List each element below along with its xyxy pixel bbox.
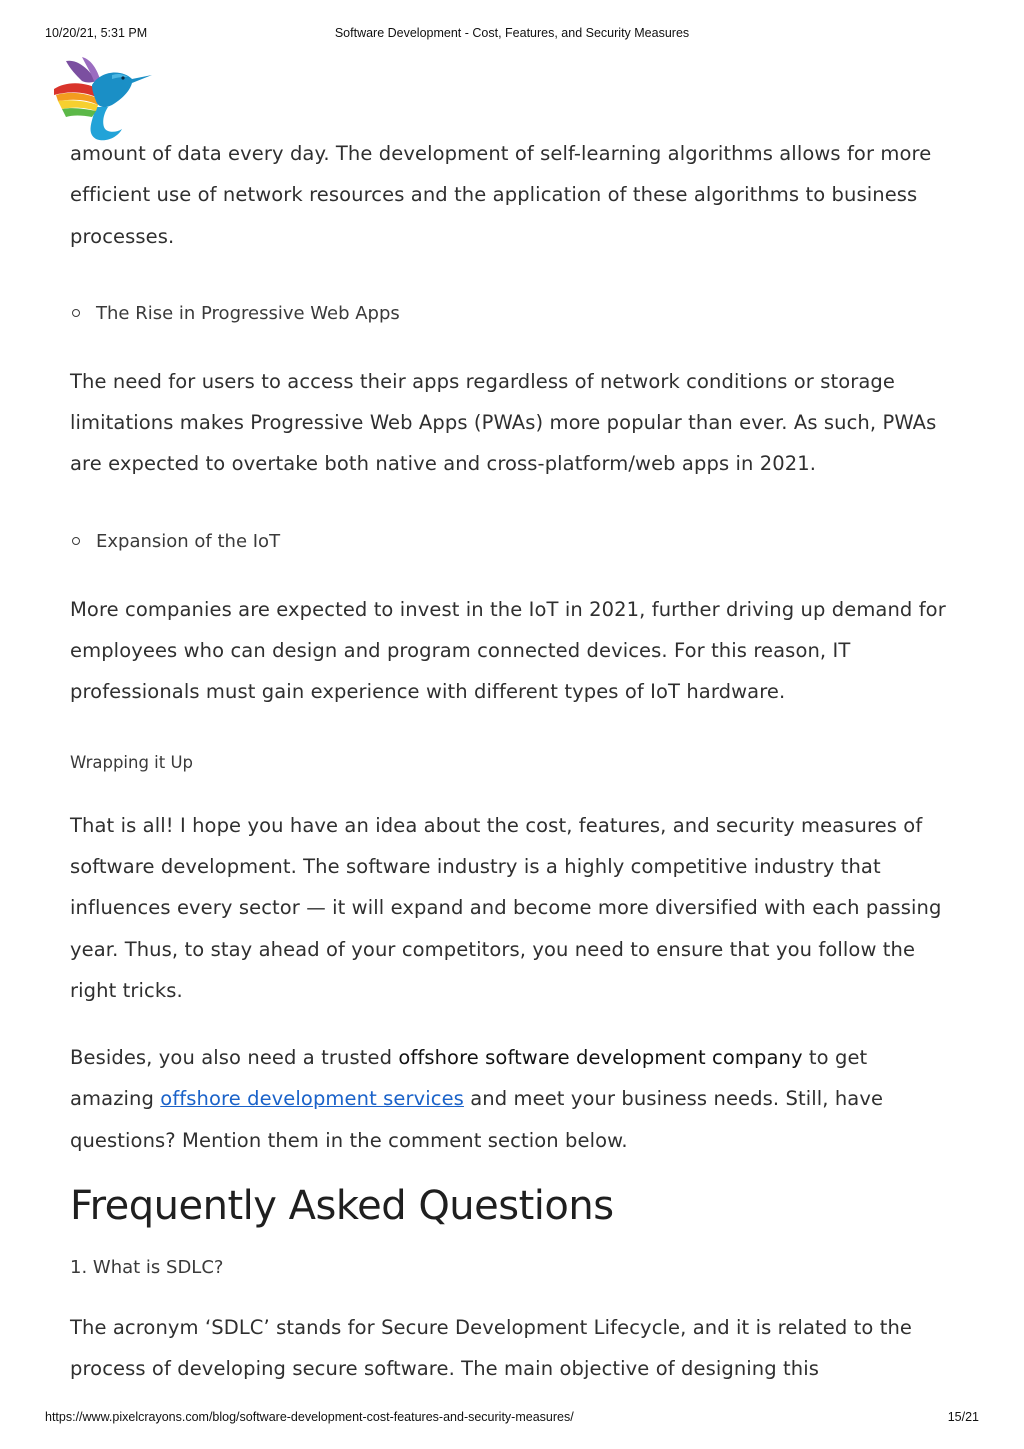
besides-text-3: and meet your business needs. Still, have questions? Mention them in the comment section below. (70, 1087, 884, 1152)
print-url: https://www.pixelcrayons.com/blog/software-development-cost-features-and-security-measures/ (45, 1410, 574, 1424)
article-content (70, 133, 950, 1390)
besides-text-2: to get amazing (70, 1046, 868, 1111)
wrap-up-paragraph: That is all! I hope you have an idea about the cost, features, and security measures of software development. The software industry is a highly competitive industry that influences every sector — it will expand and become more diversified with each passing year. Thus, to stay ahead of your competitors, you need to ensure that you follow the right tricks. (70, 813, 942, 1002)
circle-bullet-icon (72, 537, 80, 545)
section-heading-label: The Rise in Progressive Web Apps (96, 302, 400, 324)
besides-paragraph (70, 1037, 950, 1161)
wrap-up-heading: Wrapping it Up (70, 752, 194, 772)
faq-question: 1. What is SDLC? (70, 1257, 224, 1279)
print-page-number: 15/21 (947, 1410, 979, 1424)
faq-answer: The acronym ‘SDLC’ stands for Secure Development Lifecycle, and it is related to the process of developing secure software. The main objective of designing this (70, 1316, 912, 1381)
section-paragraph-iot: More companies are expected to invest in the IoT in 2021, further driving up demand for employees who can design and program connected devices. For this reason, IT professionals must gain experience with different types of IoT hardware. (70, 597, 946, 704)
intro-paragraph: amount of data every day. The development of self-learning algorithms allows for more efficient use of network resources and the application of these algorithms to business processes. (70, 142, 932, 248)
circle-bullet-icon (72, 309, 80, 317)
offshore-services-link[interactable]: offshore development services (160, 1087, 464, 1111)
company-mention: offshore software development company (398, 1046, 803, 1070)
section-heading-iot (70, 529, 950, 555)
faq-heading: Frequently Asked Questions (70, 1183, 614, 1230)
print-datetime: 10/20/21, 5:31 PM (45, 26, 148, 40)
section-heading-label: Expansion of the IoT (96, 530, 281, 552)
section-paragraph-pwa: The need for users to access their apps regardless of network conditions or storage limitations makes Progressive Web Apps (PWAs) more popular than ever. As such, PWAs are expected to overtake both native and cross-platform/web apps in 2021. (70, 369, 937, 476)
print-footer (0, 1410, 1024, 1426)
print-page-title: Software Development - Cost, Features, and Security Measures (334, 26, 690, 40)
hummingbird-logo-icon (52, 55, 156, 141)
section-heading-pwa (70, 301, 950, 327)
print-header (0, 26, 1024, 42)
besides-text-1: Besides, you also need a trusted (70, 1046, 399, 1070)
